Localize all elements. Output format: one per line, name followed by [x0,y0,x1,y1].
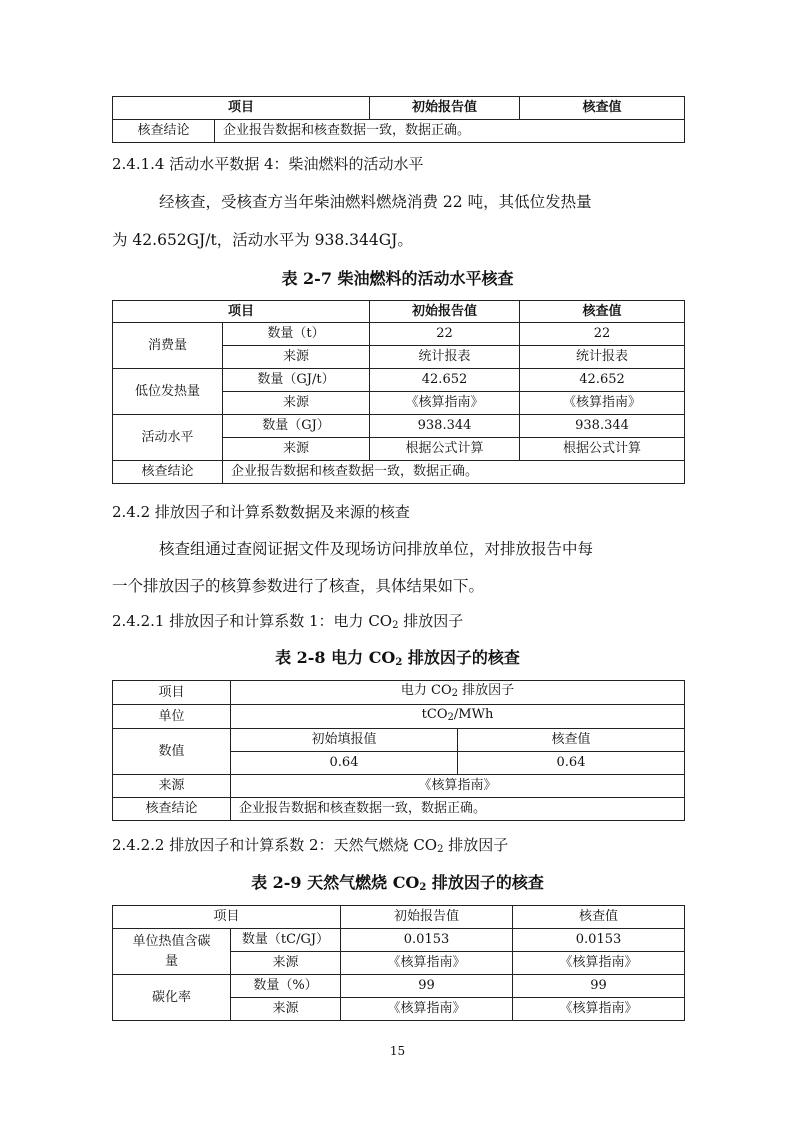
table-caption-2-9 [0,870,795,893]
row-sub-label: 来源 [223,392,370,415]
table-2-9 [112,905,685,1021]
top-table-header-initial: 初始报告值 [370,97,520,120]
cell-verified: 统计报表 [520,346,685,369]
top-table-conclusion-text: 企业报告数据和核查数据一致，数据正确。 [215,120,685,143]
initial-value: 0.64 [231,752,458,775]
paragraph-line: 一个排放因子的核算参数进行了核查，具体结果如下。 [112,577,485,595]
conclusion-label: 核查结论 [113,461,223,484]
section-heading-2414: 2.4.1.4 活动水平数据 4：柴油燃料的活动水平 [112,155,424,173]
row-group-label: 消费量 [113,323,223,369]
row-group-label: 碳化率 [113,975,231,1021]
row-group-label: 低位发热量 [113,369,223,415]
cell-initial: 938.344 [370,415,520,438]
caption-text: 表 2-8 电力 CO [275,648,396,667]
heading-subscript: 2 [392,620,399,631]
caption-text: 排放因子的核查 [402,648,520,667]
item-label: 项目 [113,681,231,705]
heading-text: 排放因子 [398,612,464,630]
cell-initial: 根据公式计算 [370,438,520,461]
verified-label: 核查值 [458,729,685,752]
caption-subscript: 2 [395,657,403,668]
value-label: 数值 [113,729,231,775]
table-header-item: 项目 [113,906,341,929]
cell-initial: 0.0153 [341,929,513,952]
source-value: 《核算指南》 [231,775,685,798]
table-caption-2-8 [0,645,795,668]
row-group-label: 活动水平 [113,415,223,461]
top-table-header-verified: 核查值 [520,97,685,120]
cell-verified: 99 [513,975,685,998]
item-value-subscript: 2 [451,688,458,699]
table-2-8 [112,680,685,821]
row-sub-label: 来源 [223,346,370,369]
section-heading-2422 [112,834,508,855]
item-value [231,681,685,705]
heading-text: 2.4.2.2 排放因子和计算系数 2：天然气燃烧 CO [112,836,438,854]
table-header-item: 项目 [113,301,370,323]
cell-verified: 《核算指南》 [513,952,685,975]
row-sub-label: 数量（t） [223,323,370,346]
heading-text: 2.4.2.1 排放因子和计算系数 1：电力 CO [112,612,393,630]
conclusion-label: 核查结论 [113,798,231,821]
cell-initial: 22 [370,323,520,346]
item-value-text: 电力 CO [400,683,452,698]
page-number: 15 [389,1044,406,1058]
section-heading-2421 [112,610,463,631]
row-sub-label: 数量（%） [231,975,341,998]
verified-value: 0.64 [458,752,685,775]
heading-text: 排放因子 [443,836,509,854]
cell-initial: 99 [341,975,513,998]
cell-verified: 22 [520,323,685,346]
unit-value-subscript: 2 [447,712,454,723]
unit-value-text: tCO [421,707,448,722]
row-sub-label: 数量（tC/GJ） [231,929,341,952]
source-label: 来源 [113,775,231,798]
cell-verified: 42.652 [520,369,685,392]
paragraph-line: 为 42.652GJ/t，活动水平为 938.344GJ。 [112,231,413,249]
cell-initial: 42.652 [370,369,520,392]
unit-value [231,705,685,729]
table-header-initial: 初始报告值 [341,906,513,929]
caption-text: 表 2-9 天然气燃烧 CO [251,873,420,892]
cell-verified: 0.0153 [513,929,685,952]
conclusion-text: 企业报告数据和核查数据一致，数据正确。 [223,461,685,484]
row-sub-label: 来源 [223,438,370,461]
top-table-conclusion-label: 核查结论 [113,120,215,143]
cell-initial: 统计报表 [370,346,520,369]
row-sub-label: 数量（GJ/t） [223,369,370,392]
row-sub-label: 数量（GJ） [223,415,370,438]
row-sub-label: 来源 [231,952,341,975]
table-header-verified: 核查值 [513,906,685,929]
unit-label: 单位 [113,705,231,729]
row-sub-label: 来源 [231,998,341,1021]
cell-initial: 《核算指南》 [370,392,520,415]
conclusion-text: 企业报告数据和核查数据一致，数据正确。 [231,798,685,821]
table-header-initial: 初始报告值 [370,301,520,323]
cell-initial: 《核算指南》 [341,998,513,1021]
cell-initial: 《核算指南》 [341,952,513,975]
top-table [112,96,685,143]
cell-verified: 《核算指南》 [513,998,685,1021]
initial-label: 初始填报值 [231,729,458,752]
row-group-label-line: 单位热值含碳 [132,933,211,949]
heading-subscript: 2 [437,844,444,855]
paragraph-line: 经核查，受核查方当年柴油燃料燃烧消费 22 吨，其低位发热量 [159,193,592,211]
unit-value-text: /MWh [453,707,494,722]
cell-verified: 《核算指南》 [520,392,685,415]
caption-text: 排放因子的核查 [426,873,544,892]
table-2-7 [112,300,685,484]
paragraph-line: 核查组通过查阅证据文件及现场访问排放单位，对排放报告中每 [159,540,594,558]
row-group-label [113,929,231,975]
top-table-header-item: 项目 [113,97,370,120]
caption-subscript: 2 [419,882,427,893]
cell-verified: 根据公式计算 [520,438,685,461]
table-header-verified: 核查值 [520,301,685,323]
section-heading-242: 2.4.2 排放因子和计算系数数据及来源的核查 [112,503,410,521]
row-group-label-line: 量 [164,953,178,969]
table-caption-2-7: 表 2-7 柴油燃料的活动水平核查 [281,269,514,288]
cell-verified: 938.344 [520,415,685,438]
item-value-text: 排放因子 [458,683,515,698]
